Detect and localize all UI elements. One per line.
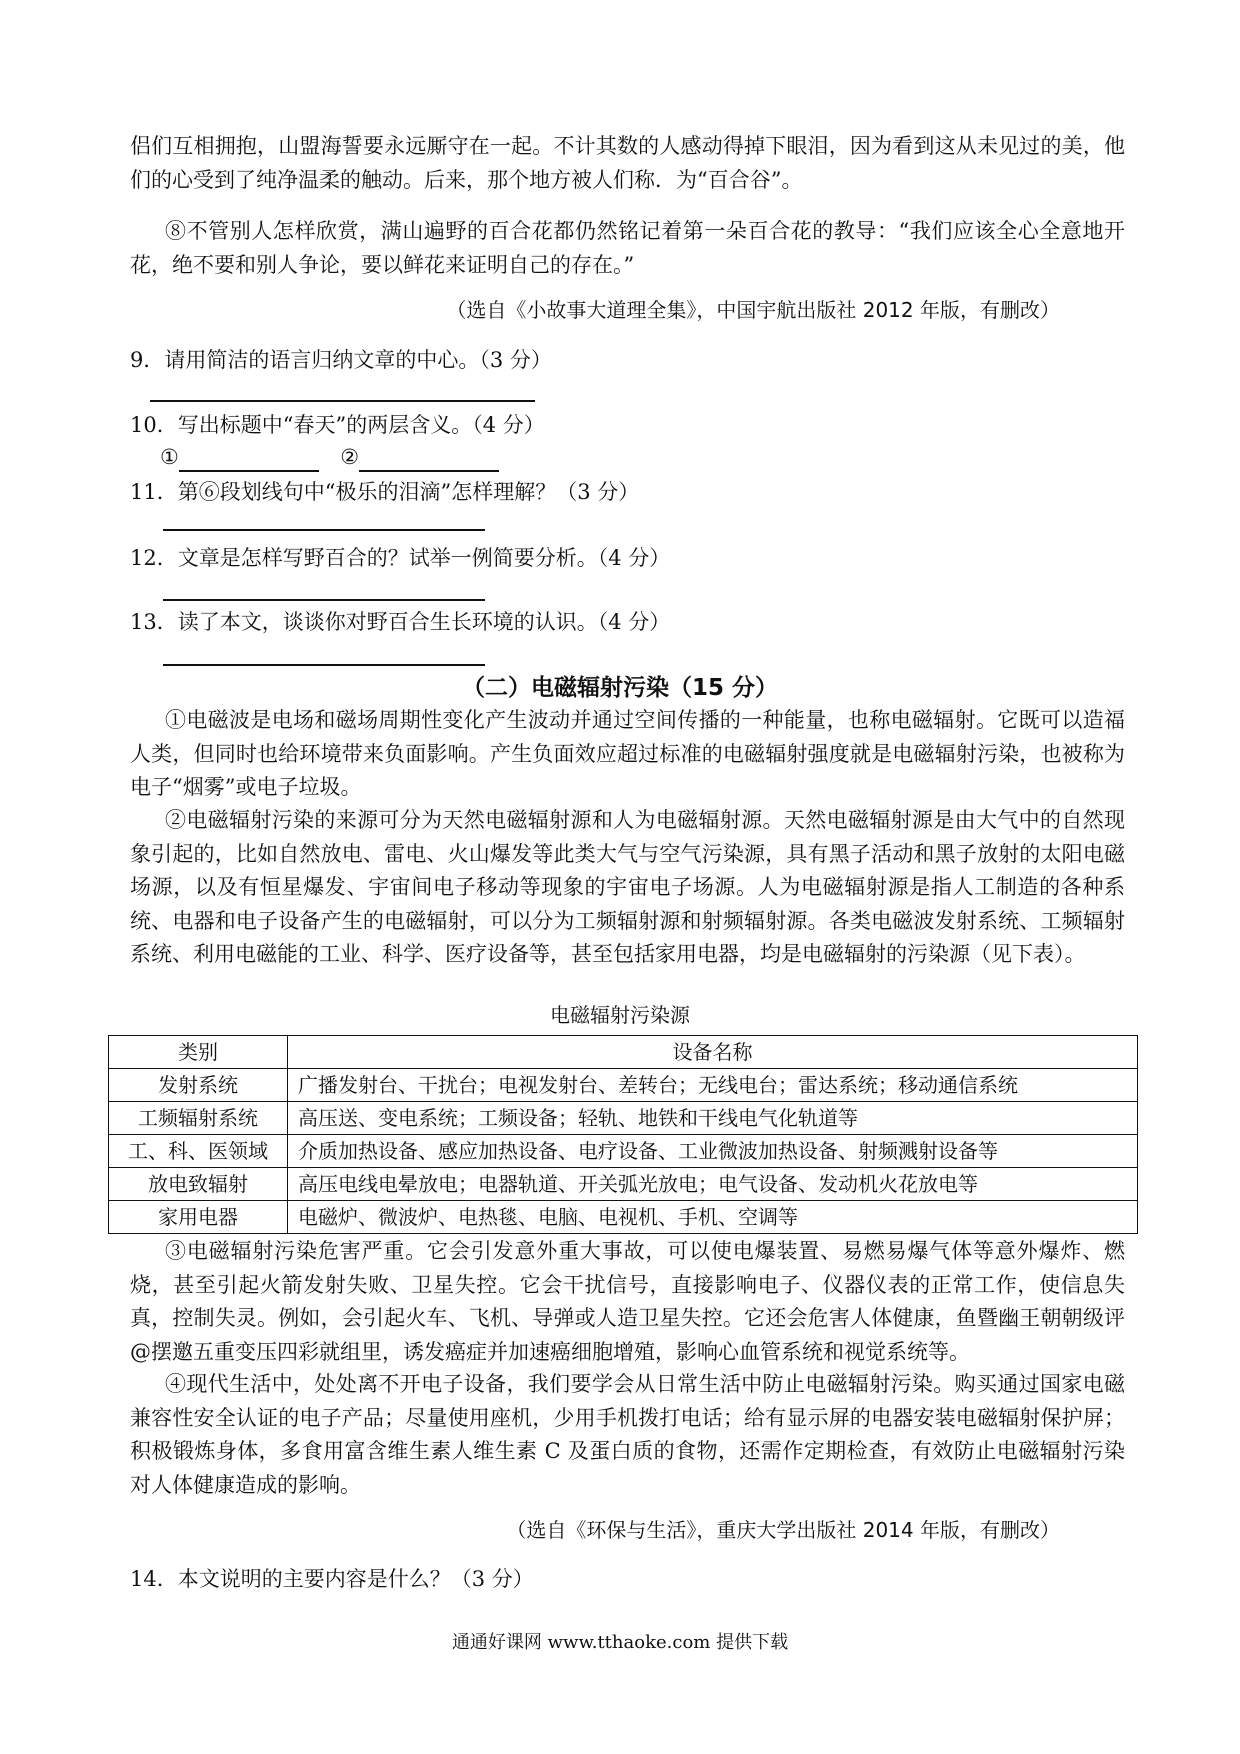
table-cell-equipment: 介质加热设备、感应加热设备、电疗设备、工业微波加热设备、射频溅射设备等 (288, 1135, 1138, 1168)
question-14: 14．本文说明的主要内容是什么？（3 分） (130, 1567, 534, 1591)
story-source-citation: （选自《小故事大道理全集》，中国宇航出版社 2012 年版，有删改） (446, 298, 1060, 322)
article-2-paragraph-2: ②电磁辐射污染的来源可分为天然电磁辐射源和人为电磁辐射源。天然电磁辐射源是由大气中的自然现象引起的，比如自然放电、雷电、火山爆发等此类大气与空气污染源，具有黑子活动和黑子放射的太阳电磁场源，以及有恒星爆发、宇宙间电子移动等现象的宇宙电子场源。人为电磁辐射源是指人工制造的各种系统、电器和电子设备产生的电磁辐射，可以分为工频辐射源和射频辐射源。各类电磁波发射系统、工频辐射系统、利用电磁能的工业、科学、医疗设备等，甚至包括家用电器，均是电磁辐射的污染源（见下表）。 (130, 808, 1125, 966)
answer-line-q11[interactable] (163, 529, 485, 531)
question-13: 13．读了本文，谈谈你对野百合生长环境的认识。（4 分） (130, 610, 671, 634)
article-2-title: （二）电磁辐射污染（15 分） (461, 675, 778, 701)
story-paragraph-continued: 侣们互相拥抱，山盟海誓要永远厮守在一起。不计其数的人感动得掉下眼泪，因为看到这从未见过的美，他们的心受到了纯净温柔的触动。后来，那个地方被人们称．为“百合谷”。 (130, 134, 1125, 192)
article-2-paragraph-4: ④现代生活中，处处离不开电子设备，我们要学会从日常生活中防止电磁辐射污染。购买通过国家电磁兼容性安全认证的电子产品；尽量使用座机，少用手机拨打电话；给有显示屏的电器安装电磁辐射保护屏；积极锻炼身体，多食用富含维生素人维生素 C 及蛋白质的食物，还需作定期检查，有效防止电磁辐射污染对人体健康造成的影响。 (130, 1372, 1125, 1497)
table-cell-category: 工、科、医领域 (109, 1135, 288, 1168)
answer-line-q13[interactable] (163, 664, 485, 666)
question-10: 10．写出标题中“春天”的两层含义。（4 分） (130, 413, 545, 437)
article-2-paragraph-3: ③电磁辐射污染危害严重。它会引发意外重大事故，可以使电爆装置、易燃易爆气体等意外爆炸、燃烧，甚至引起火箭发射失败、卫星失控。它会干扰信号，直接影响电子、仪器仪表的正常工作，使信息失真，控制失灵。例如，会引起火车、飞机、导弹或人造卫星失控。它还会危害人体健康，鱼暨幽王朝朝级评@摆邀五重变压四彩就组里，诱发癌症并加速癌细胞增殖，影响心血管系统和视觉系统等。 (130, 1239, 1125, 1364)
question-12: 12．文章是怎样写野百合的？试举一例简要分析。（4 分） (130, 546, 671, 570)
question-11: 11．第⑥段划线句中“极乐的泪滴”怎样理解？（3 分） (130, 480, 640, 504)
table-cell-category: 工频辐射系统 (109, 1102, 288, 1135)
table-header-row (109, 1036, 1138, 1069)
article-2-paragraph-1: ①电磁波是电场和磁场周期性变化产生波动并通过空间传播的一种能量，也称电磁辐射。它既可以造福人类，但同时也给环境带来负面影响。产生负面效应超过标准的电磁辐射强度就是电磁辐射污染，也被称为电子“烟雾”或电子垃圾。 (130, 708, 1125, 799)
table-row (109, 1102, 1138, 1135)
answer-line-q12[interactable] (163, 599, 485, 601)
answer-blank-q10-2[interactable] (359, 452, 499, 472)
table-header-equipment: 设备名称 (288, 1036, 1138, 1069)
table-cell-category: 家用电器 (109, 1201, 288, 1234)
table-cell-equipment: 广播发射台、干扰台；电视发射台、差转台；无线电台；雷达系统；移动通信系统 (288, 1069, 1138, 1102)
story-paragraph-8: ⑧不管别人怎样欣赏，满山遍野的百合花都仍然铭记着第一朵百合花的教导：“我们应该全心全意地开花，绝不要和别人争论，要以鲜花来证明自己的存在。” (130, 219, 1125, 277)
table-row (109, 1069, 1138, 1102)
answer-blank-q10-1[interactable] (179, 452, 319, 472)
table-cell-equipment: 高压电线电晕放电；电器轨道、开关弧光放电；电气设备、发动机火花放电等 (288, 1168, 1138, 1201)
table-cell-category: 放电致辐射 (109, 1168, 288, 1201)
table-title: 电磁辐射污染源 (550, 1003, 690, 1027)
table-cell-equipment: 高压送、变电系统；工频设备；轻轨、地铁和干线电气化轨道等 (288, 1102, 1138, 1135)
table-row (109, 1135, 1138, 1168)
table-row (109, 1168, 1138, 1201)
table-cell-category: 发射系统 (109, 1069, 288, 1102)
answer-line-q9[interactable] (150, 400, 535, 402)
answer-mark-1: ① (160, 445, 179, 469)
article-2-source-citation: （选自《环保与生活》，重庆大学出版社 2014 年版，有删改） (506, 1518, 1060, 1542)
page-footer: 通通好课网 www.tthaoke.com 提供下载 (451, 1632, 789, 1653)
question-9: 9．请用简洁的语言归纳文章的中心。（3 分） (130, 348, 552, 372)
answer-mark-2: ② (340, 445, 360, 469)
table-cell-equipment: 电磁炉、微波炉、电热毯、电脑、电视机、手机、空调等 (288, 1201, 1138, 1234)
table-row (109, 1201, 1138, 1234)
table-header-category: 类别 (109, 1036, 288, 1069)
radiation-source-table (108, 1035, 1138, 1234)
question-10-answers (160, 442, 499, 472)
